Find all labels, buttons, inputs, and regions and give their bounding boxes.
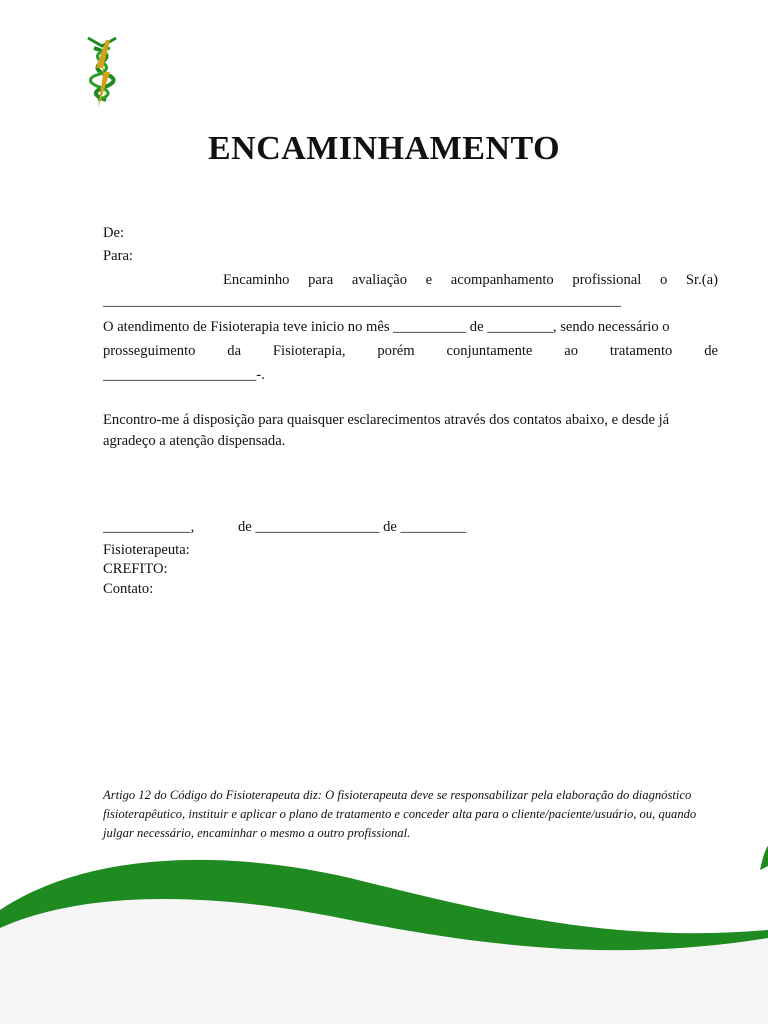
word: Fisioterapia, (272, 343, 346, 359)
word: e (425, 272, 433, 288)
field-de: De: (103, 225, 125, 241)
body-line-2: _______________________________________________________________________ (103, 293, 622, 309)
word: Encaminho (223, 272, 290, 288)
body-line-4 (103, 342, 718, 360)
paragraph-2-line-2: agradeço a atenção dispensada. (103, 433, 286, 449)
word: de (704, 343, 718, 359)
word: o (659, 272, 668, 288)
paragraph-2-line-1: Encontro-me á disposição para quaisquer esclarecimentos através dos contatos abaixo, e desde já (103, 412, 670, 428)
signature-fisioterapeuta: Fisioterapeuta: (103, 542, 190, 558)
body-line-3: O atendimento de Fisioterapia teve inicio no mês __________ de _________, sendo necessário o (103, 319, 670, 335)
signature-contato: Contato: (103, 581, 154, 597)
word: profissional (572, 272, 642, 288)
word: conjuntamente (446, 343, 533, 359)
word: tratamento (609, 343, 673, 359)
signature-crefito: CREFITO: (103, 561, 168, 577)
footnote: Artigo 12 do Código do Fisioterapeuta diz: O fisioterapeuta deve se responsabilizar pela elaboração do diagnóstico fisioterapêutico, instituir e aplicar o plano de tratamento e conceder alta para o cliente/paciente/usuário, ou, quando julgar necessário, encaminhar o mesmo a outro profissional. (103, 788, 697, 840)
word: Sr.(a) (685, 272, 718, 288)
body-line-5: _____________________-. (103, 367, 265, 383)
word: ao (564, 343, 579, 359)
signature-place: ____________, (103, 519, 195, 535)
signature-date: de _________________ de _________ (238, 519, 467, 535)
word: porém (377, 343, 415, 359)
word: da (227, 343, 242, 359)
field-para: Para: (103, 248, 133, 264)
word: para (308, 272, 334, 288)
caduceus-icon (74, 34, 130, 112)
word: prosseguimento (103, 343, 196, 359)
word: avaliação (351, 272, 407, 288)
word: acompanhamento (450, 272, 554, 288)
body-line-1 (103, 271, 718, 289)
page-title: ENCAMINHAMENTO (207, 130, 561, 167)
footer-wave (0, 840, 768, 1024)
